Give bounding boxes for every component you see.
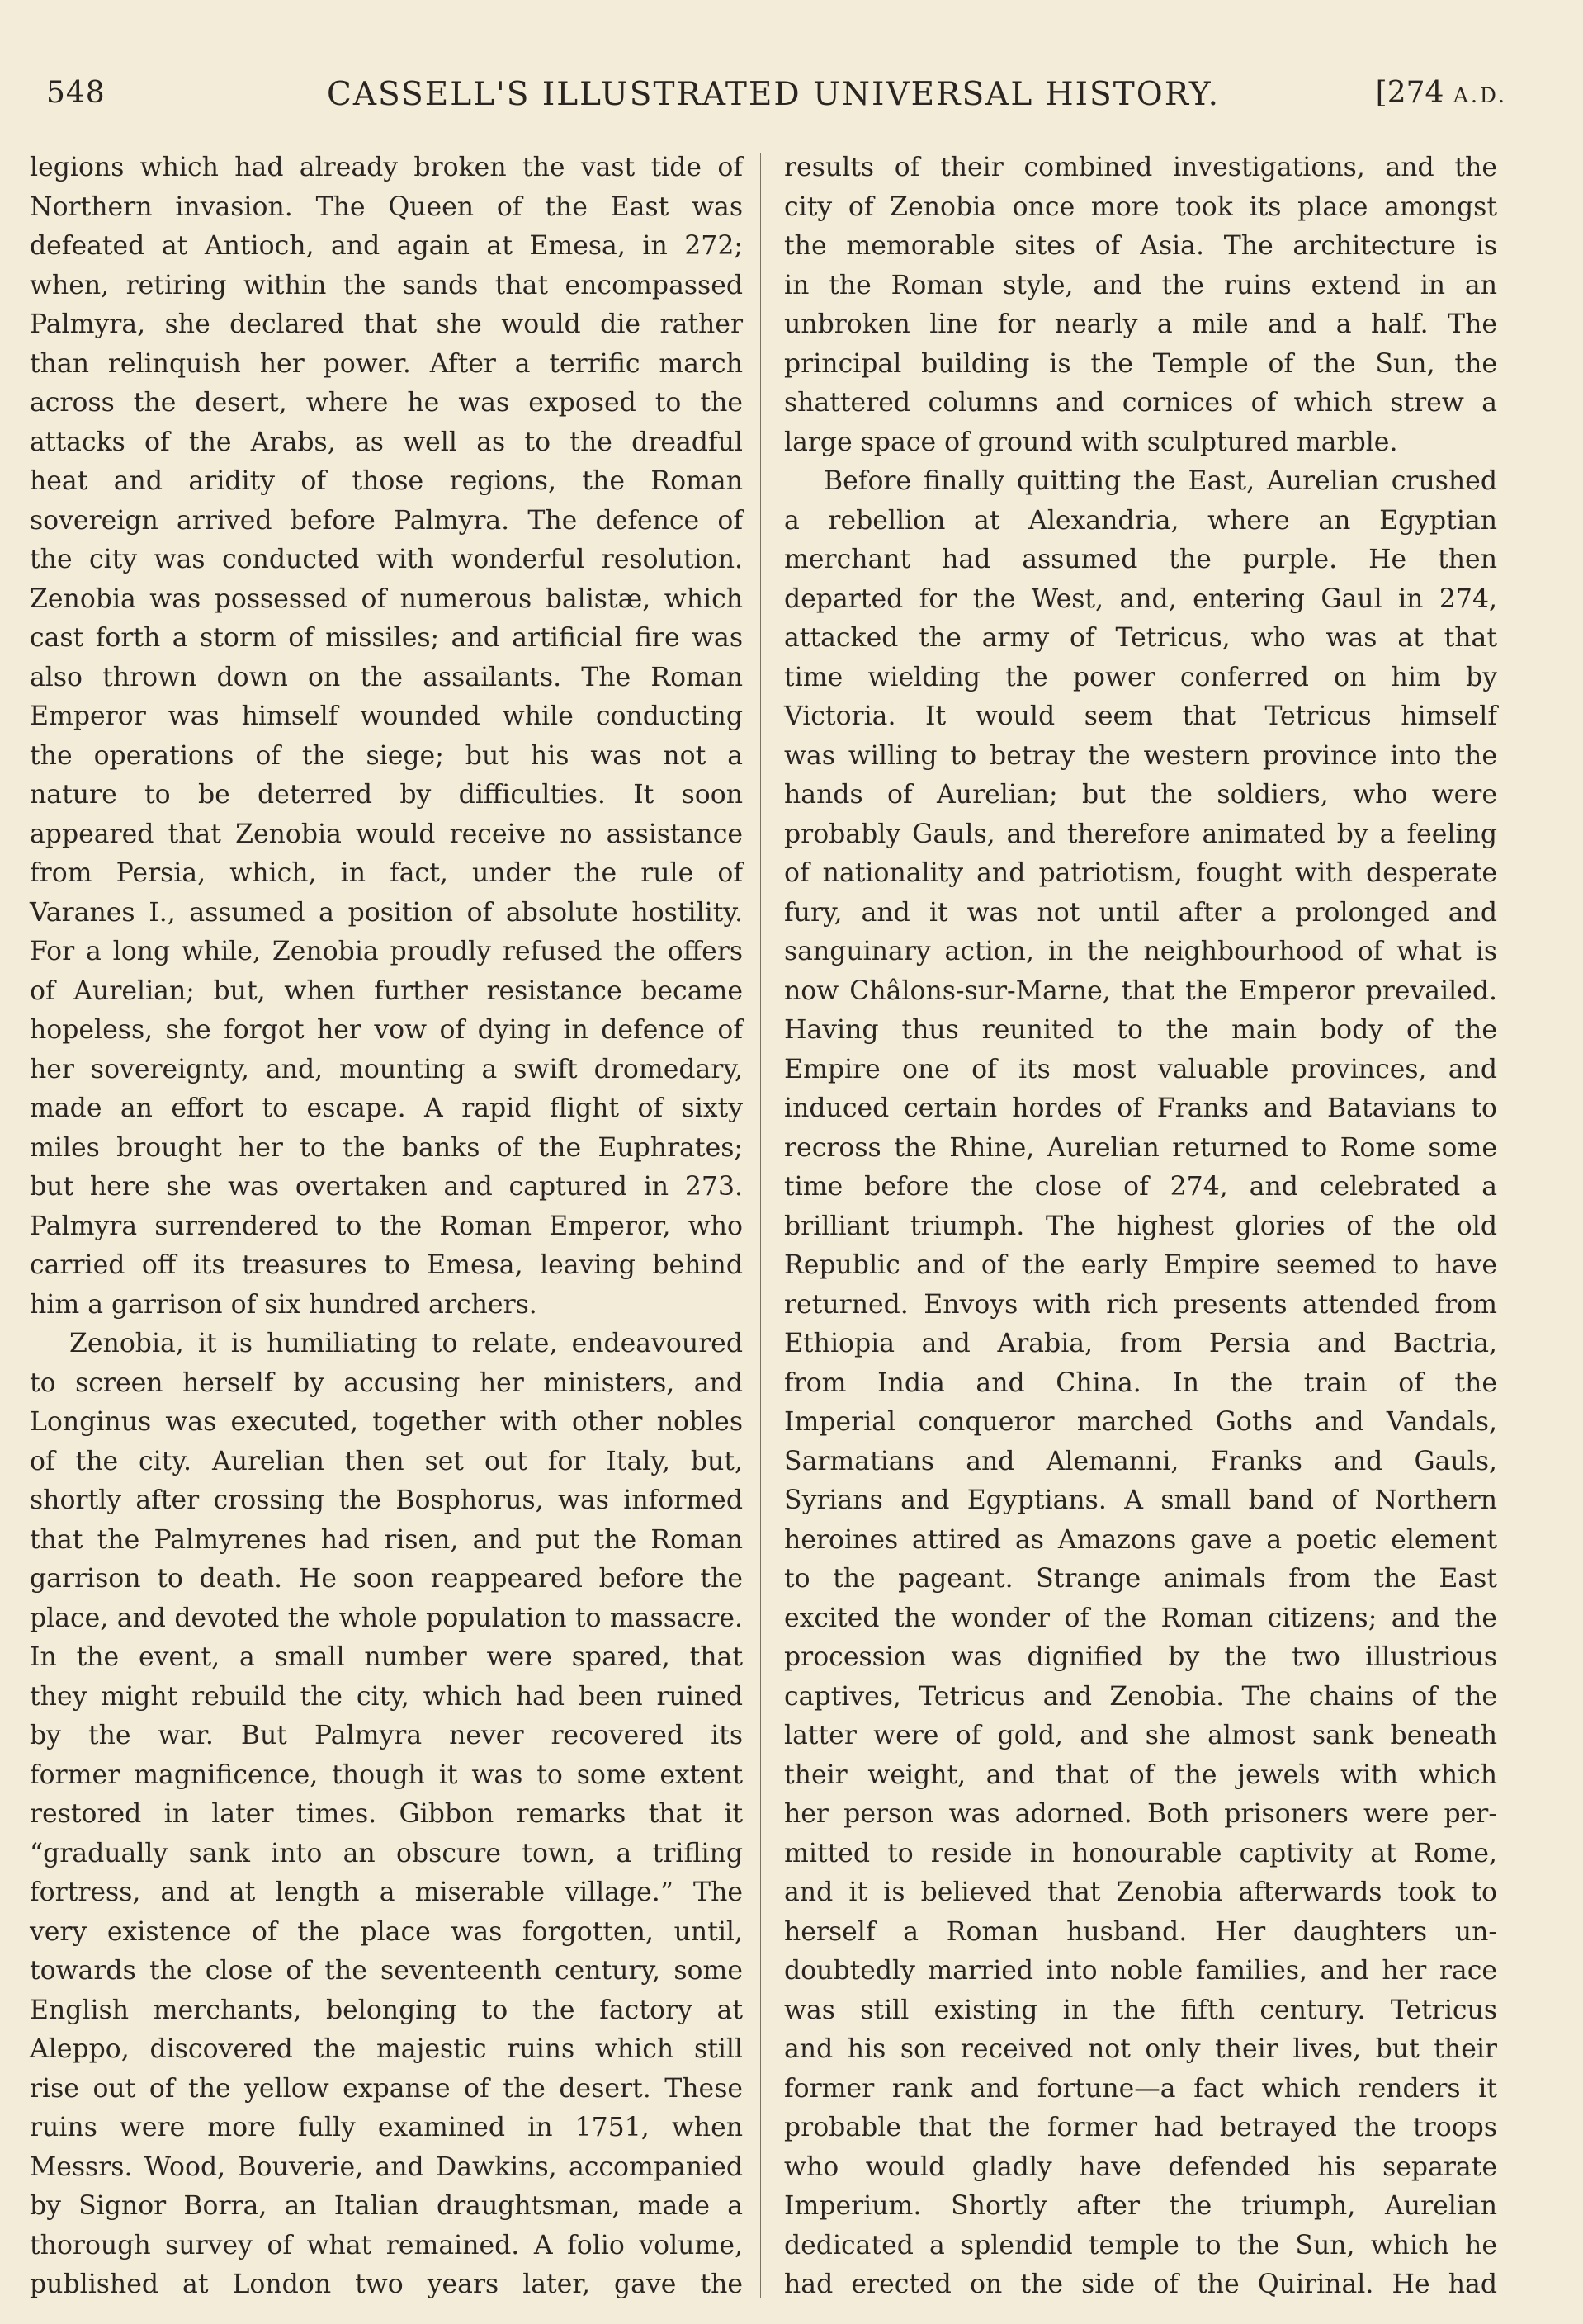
text-line: had erected on the side of the Quirinal. He had [784, 2270, 1497, 2299]
text-line: Messrs. Wood, Bouverie, and Dawkins, accompanied [30, 2152, 743, 2182]
text-line: but here she was overtaken and captured in 273. [30, 1172, 743, 1202]
text-line: defeated at Antioch, and again at Emesa, in 272; [30, 231, 743, 261]
text-line: departed for the West, and, entering Gaul in 274, [784, 583, 1497, 614]
text-line: the memorable sites of Asia. The architecture is [784, 231, 1497, 261]
text-line: Longinus was executed, together with other nobles [30, 1407, 743, 1437]
text-line: results of their combined investigations, and the [784, 153, 1497, 182]
text-line: excited the wonder of the Roman citizens; and the [784, 1603, 1497, 1633]
text-line: they might rebuild the city, which had been ruined [30, 1681, 743, 1712]
text-line: of the city. Aurelian then set out for Italy, but, [30, 1446, 743, 1476]
text-line: heroines attired as Amazons gave a poetic element [784, 1524, 1497, 1555]
text-line: Sarmatians and Alemanni, Franks and Gauls, [784, 1446, 1497, 1476]
text-line: city of Zenobia once more took its place amongst [784, 191, 1497, 222]
text-line: when, retiring within the sands that encompassed [30, 270, 743, 300]
text-line: Ethiopia and Arabia, from Persia and Bactria, [784, 1329, 1497, 1358]
text-line: Palmyra, she declared that she would die rather [30, 309, 743, 339]
text-line: in the Roman style, and the ruins extend in an [784, 270, 1497, 300]
text-line: attacks of the Arabs, as well as to the dreadful [30, 427, 743, 457]
text-line: and it is believed that Zenobia afterwards took to [784, 1878, 1497, 1907]
text-line: and his son received not only their lives, but their [784, 2034, 1497, 2064]
text-line: also thrown down on the assailants. The Roman [30, 662, 743, 692]
text-line: miles brought her to the banks of the Euphrates; [30, 1132, 743, 1163]
column-rule [760, 153, 761, 2298]
text-line: Varanes I., assumed a position of absolute hostility. [30, 897, 743, 928]
text-line: was willing to betray the western province into the [784, 740, 1497, 771]
text-line: recross the Rhine, Aurelian returned to Rome some [784, 1132, 1497, 1163]
text-line: time before the close of 274, and celebrated a [784, 1172, 1497, 1202]
text-line: towards the close of the seventeenth century, some [30, 1956, 743, 1986]
text-line: brilliant triumph. The highest glories of the old [784, 1211, 1497, 1241]
text-line: For a long while, Zenobia proudly refused the offers [30, 937, 743, 966]
text-line: her sovereignty, and, mounting a swift dromedary, [30, 1054, 743, 1084]
text-line: former rank and fortune—a fact which renders it [784, 2073, 1497, 2104]
text-line: mitted to reside in honourable captivity at Rome, [784, 1838, 1497, 1868]
running-title: CASSELL'S ILLUSTRATED UNIVERSAL HISTORY. [327, 76, 1221, 113]
text-line: restored in later times. Gibbon remarks that it [30, 1799, 743, 1829]
date-mark [1376, 76, 1507, 110]
text-line: published at London two years later, gave the [30, 2270, 743, 2299]
text-line: made an effort to escape. A rapid flight of sixty [30, 1094, 743, 1123]
text-line: cast forth a storm of missiles; and artificial fire was [30, 623, 743, 653]
text-line: latter were of gold, and she almost sank beneath [784, 1721, 1497, 1750]
text-line: herself a Roman husband. Her daughters un- [784, 1916, 1497, 1947]
text-line: large space of ground with sculptured marble. [784, 427, 1398, 457]
text-line: nature to be deterred by difficulties. It soon [30, 780, 743, 810]
text-line: merchant had assumed the purple. He then [784, 545, 1497, 574]
text-line: induced certain hordes of Franks and Batavians to [784, 1094, 1497, 1123]
text-line: procession was dignified by the two illustrious [784, 1642, 1497, 1672]
text-line: to screen herself by accusing her ministers, and [30, 1367, 743, 1398]
text-line: Republic and of the early Empire seemed to have [784, 1250, 1497, 1280]
text-line: former magnificence, though it was to some extent [30, 1760, 743, 1790]
text-line: the operations of the siege; but his was not a [30, 740, 743, 771]
text-line: very existence of the place was forgotten, until, [30, 1916, 743, 1947]
text-line: hands of Aurelian; but the soldiers, who were [784, 780, 1497, 810]
text-line: Palmyra surrendered to the Roman Emperor, who [30, 1211, 743, 1241]
text-line: her person was adorned. Both prisoners were per- [784, 1799, 1497, 1829]
text-line: fury, and it was not until after a prolonged and [784, 897, 1497, 928]
text-line: Syrians and Egyptians. A small band of Northern [784, 1486, 1497, 1515]
text-line: now Châlons-sur-Marne, that the Emperor prevailed. [784, 975, 1497, 1006]
text-line: Imperial conqueror marched Goths and Vandals, [784, 1407, 1497, 1437]
text-line: who would gladly have defended his separate [784, 2152, 1497, 2182]
text-line: Imperium. Shortly after the triumph, Aurelian [784, 2191, 1497, 2221]
text-line: doubtedly married into noble families, and her race [784, 1956, 1497, 1986]
text-line: appeared that Zenobia would receive no assistance [30, 819, 743, 849]
left-column [30, 149, 743, 2305]
text-line: Aleppo, discovered the majestic ruins which still [30, 2034, 743, 2064]
text-line: Empire one of its most valuable provinces, and [784, 1054, 1497, 1084]
text-line: of Aurelian; but, when further resistance became [30, 975, 743, 1006]
date-bracket: [274 [1375, 76, 1444, 110]
text-line: sanguinary action, in the neighbourhood of what is [784, 937, 1497, 966]
text-line: shortly after crossing the Bosphorus, was informed [30, 1486, 743, 1515]
text-line: unbroken line for nearly a mile and a half. The [784, 309, 1497, 339]
text-line: place, and devoted the whole population to massacre. [30, 1603, 743, 1633]
text-line: legions which had already broken the vast tide of [30, 153, 743, 182]
text-line: him a garrison of six hundred archers. [30, 1289, 537, 1320]
text-line: dedicated a splendid temple to the Sun, which he [784, 2230, 1497, 2260]
text-line: the city was conducted with wonderful resolution. [30, 545, 743, 574]
text-line: ruins were more fully examined in 1751, when [30, 2113, 743, 2142]
page-number: 548 [46, 76, 106, 110]
text-line: Emperor was himself wounded while conducting [30, 701, 743, 731]
text-line: Zenobia, it is humiliating to relate, endeavoured [69, 1329, 743, 1358]
text-line: hopeless, she forgot her vow of dying in defence of [30, 1015, 743, 1045]
text-line: across the desert, where he was exposed to the [30, 388, 743, 418]
text-line: thorough survey of what remained. A folio volume, [30, 2230, 743, 2260]
date-era: A.D. [1453, 83, 1507, 107]
text-line: “gradually sank into an obscure town, a trifling [30, 1838, 743, 1868]
text-line: principal building is the Temple of the Sun, the [784, 348, 1497, 379]
text-line: was still existing in the fifth century. Tetricus [784, 1995, 1497, 2025]
text-line: returned. Envoys with rich presents attended from [784, 1289, 1497, 1320]
text-line: to the pageant. Strange animals from the East [784, 1564, 1497, 1594]
text-line: Having thus reunited to the main body of the [784, 1015, 1497, 1045]
text-line: captives, Tetricus and Zenobia. The chains of the [784, 1681, 1497, 1712]
text-line: probable that the former had betrayed the troops [784, 2113, 1497, 2142]
text-line: heat and aridity of those regions, the Roman [30, 466, 743, 496]
text-line: rise out of the yellow expanse of the desert. These [30, 2073, 743, 2104]
text-line: attacked the army of Tetricus, who was at that [784, 623, 1497, 653]
text-line: from Persia, which, in fact, under the rule of [30, 858, 743, 888]
text-line: shattered columns and cornices of which strew a [784, 388, 1497, 418]
text-line: Zenobia was possessed of numerous balistæ, which [30, 583, 743, 614]
text-line: probably Gauls, and therefore animated by a feeling [784, 819, 1497, 849]
text-line: than relinquish her power. After a terrific march [30, 348, 743, 379]
text-line: time wielding the power conferred on him by [784, 662, 1497, 692]
text-line: by the war. But Palmyra never recovered its [30, 1721, 743, 1750]
text-line: their weight, and that of the jewels with which [784, 1760, 1497, 1790]
text-line: that the Palmyrenes had risen, and put the Roman [30, 1524, 743, 1555]
page-header [46, 76, 1507, 117]
right-column [784, 149, 1497, 2305]
text-line: English merchants, belonging to the factory at [30, 1995, 743, 2025]
text-line: Victoria. It would seem that Tetricus himself [784, 701, 1497, 731]
text-line: of nationality and patriotism, fought with desperate [784, 858, 1497, 888]
text-line: In the event, a small number were spared, that [30, 1642, 743, 1672]
text-line: sovereign arrived before Palmyra. The defence of [30, 505, 743, 536]
text-line: Before finally quitting the East, Aurelian crushed [824, 466, 1497, 496]
text-line: Northern invasion. The Queen of the East was [30, 191, 743, 222]
text-line: carried off its treasures to Emesa, leaving behind [30, 1250, 743, 1280]
text-line: garrison to death. He soon reappeared before the [30, 1564, 743, 1594]
text-line: fortress, and at length a miserable village.” The [30, 1878, 743, 1907]
text-line: from India and China. In the train of the [784, 1367, 1497, 1398]
text-line: by Signor Borra, an Italian draughtsman, made a [30, 2191, 743, 2221]
text-line: a rebellion at Alexandria, where an Egyptian [784, 505, 1497, 536]
